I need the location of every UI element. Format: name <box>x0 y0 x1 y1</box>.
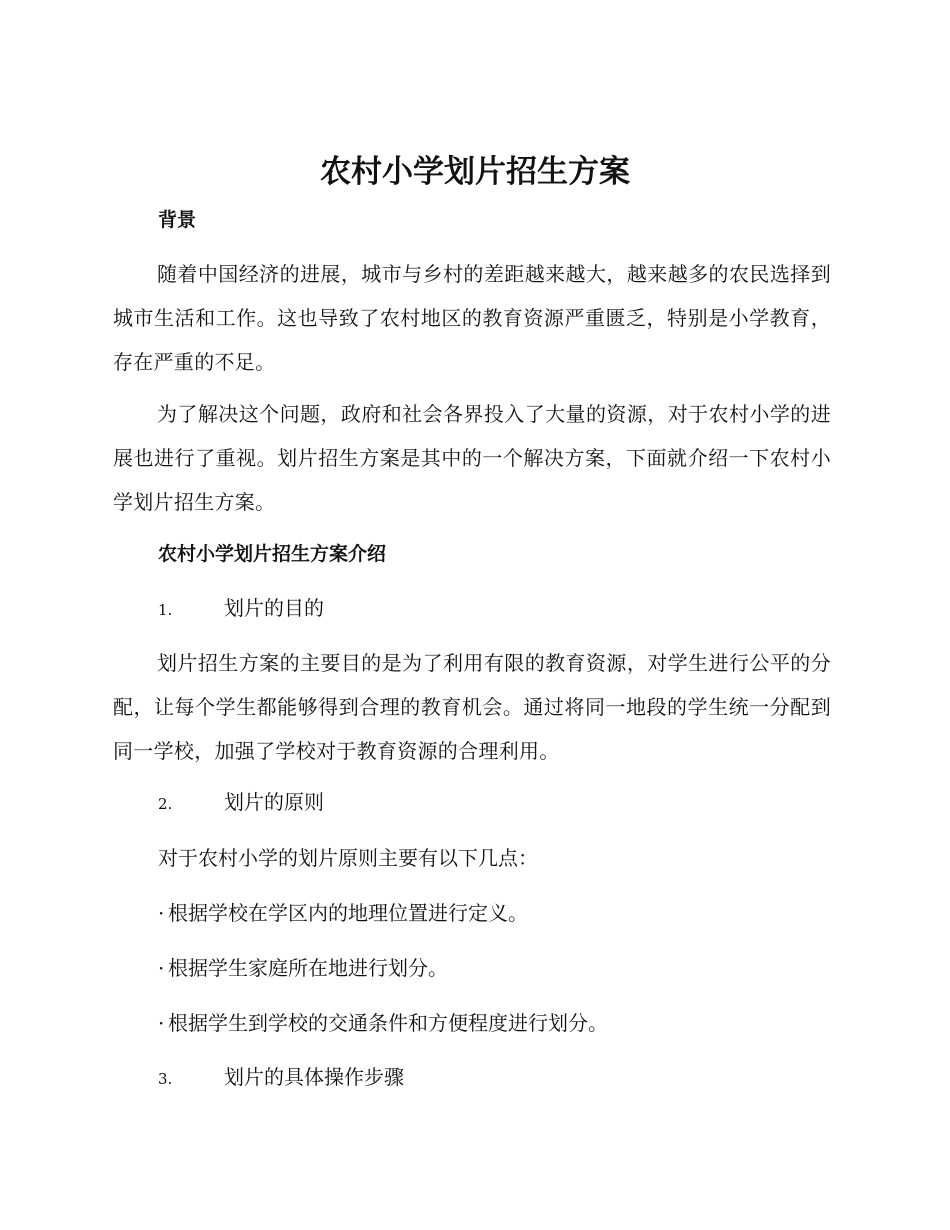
bullet-text: 根据学校在学区内的地理位置进行定义。 <box>168 901 528 925</box>
bullet-text: 根据学生到学校的交通条件和方便程度进行划分。 <box>168 1011 608 1035</box>
item-label: 划片的原则 <box>224 790 324 814</box>
bullet-text: 根据学生家庭所在地进行划分。 <box>168 956 448 980</box>
item-number: 3. <box>158 1070 173 1088</box>
page-title: 农村小学划片招生方案 <box>320 154 630 190</box>
item-number: 1. <box>158 601 173 619</box>
numbered-item-3 <box>158 1063 404 1093</box>
paragraph-item-2-lead: 对于农村小学的划片原则主要有以下几点： <box>158 846 538 870</box>
section-heading-intro: 农村小学划片招生方案介绍 <box>158 543 387 565</box>
paragraph-item-1: 划片招生方案的主要目的是为了利用有限的教育资源，对学生进行公平的分配，让每个学生都能够得到合理的教育机会。通过将同一地段的学生统一分配到同一学校，加强了学校对于教育资源的合理利用。 <box>113 651 831 763</box>
item-label: 划片的具体操作步骤 <box>224 1065 404 1089</box>
bullet-mark: · <box>158 956 165 980</box>
bullet-item <box>158 899 528 927</box>
bullet-mark: · <box>158 1011 165 1035</box>
bullet-mark: · <box>158 901 165 925</box>
item-label: 划片的目的 <box>224 596 324 620</box>
bullet-item <box>158 954 448 982</box>
numbered-item-1 <box>158 594 324 624</box>
numbered-item-2 <box>158 788 324 818</box>
paragraph-background-1: 随着中国经济的进展，城市与乡村的差距越来越大，越来越多的农民选择到城市生活和工作。这也导致了农村地区的教育资源严重匮乏，特别是小学教育，存在严重的不足。 <box>113 262 831 374</box>
bullet-item <box>158 1009 608 1037</box>
paragraph-background-2: 为了解决这个问题，政府和社会各界投入了大量的资源，对于农村小学的进展也进行了重视。划片招生方案是其中的一个解决方案，下面就介绍一下农村小学划片招生方案。 <box>113 402 831 514</box>
item-number: 2. <box>158 795 173 813</box>
section-heading-background: 背景 <box>158 209 197 231</box>
